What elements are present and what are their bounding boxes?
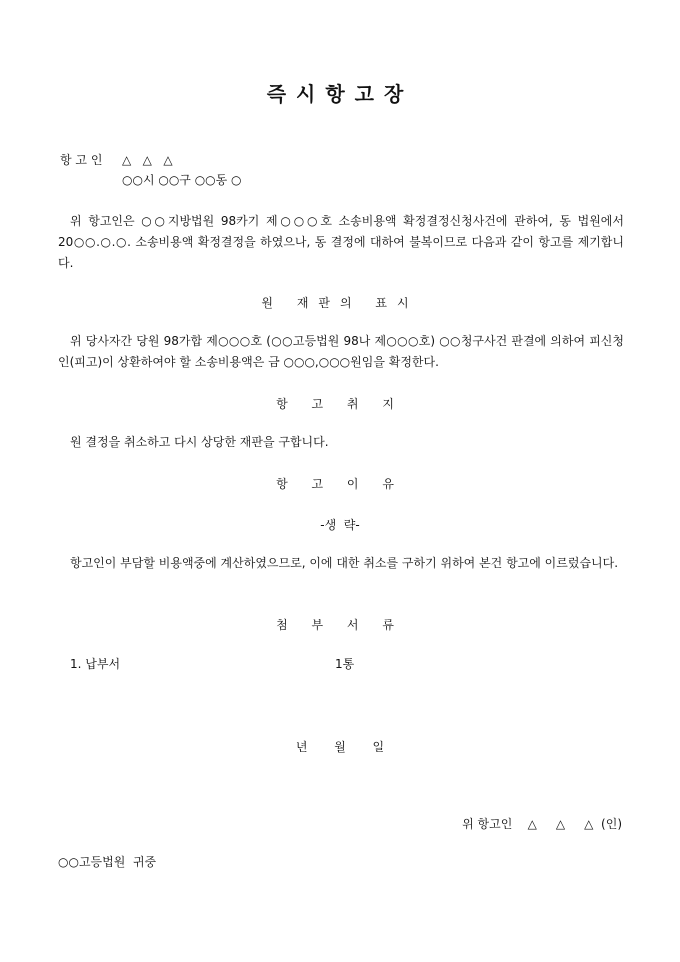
attachments-heading: 첨 부 서 류 [276, 618, 404, 632]
original-judgment-text: 위 당사자간 당원 98가합 제○○○호 (○○고등법원 98나 제○○○호) ○○청구사건 판결에 의하여 피신청인(피고)이 상환하여야 할 소송비용액은 금 ○○○,○○○원임을 확정한다. [58, 334, 624, 369]
reason-omitted: -생 략- [320, 518, 360, 532]
document-title: 즉시항고장 [266, 82, 414, 106]
intro-paragraph: 위 항고인은 ○○지방법원 98카기 제○○○호 소송비용액 확정결정신청사건에 관하여, 동 법원에서 20○○.○.○. 소송비용액 확정결정을 하였으나, 동 결정에 대하여 불복이므로 다음과 같이 항고를 제기합니다. [58, 214, 624, 270]
purpose-heading: 항 고 취 지 [276, 397, 404, 411]
reason-text: 항고인이 부담할 비용액중에 계산하였으므로, 이에 대한 취소를 구하기 위하여 본건 항고에 이르렀습니다. [70, 556, 619, 570]
signature-line: 위 항고인 △ △ △ (인) [462, 817, 622, 831]
appellant-address: ○○시 ○○구 ○○동 ○ [122, 173, 242, 187]
purpose-text: 원 결정을 취소하고 다시 상당한 재판을 구합니다. [70, 435, 329, 449]
date-line: 년 월 일 [295, 740, 385, 754]
appellant-name: △ △ △ [122, 153, 173, 167]
original-judgment-heading: 원 재판의 표시 [261, 296, 419, 310]
attachment-count: 1통 [335, 657, 355, 671]
reason-heading: 항 고 이 유 [276, 477, 404, 491]
addressee: ○○고등법원 귀중 [58, 855, 157, 869]
appellant-label: 항 고 인 [60, 153, 103, 167]
attachment-item: 1. 납부서 [70, 657, 121, 671]
